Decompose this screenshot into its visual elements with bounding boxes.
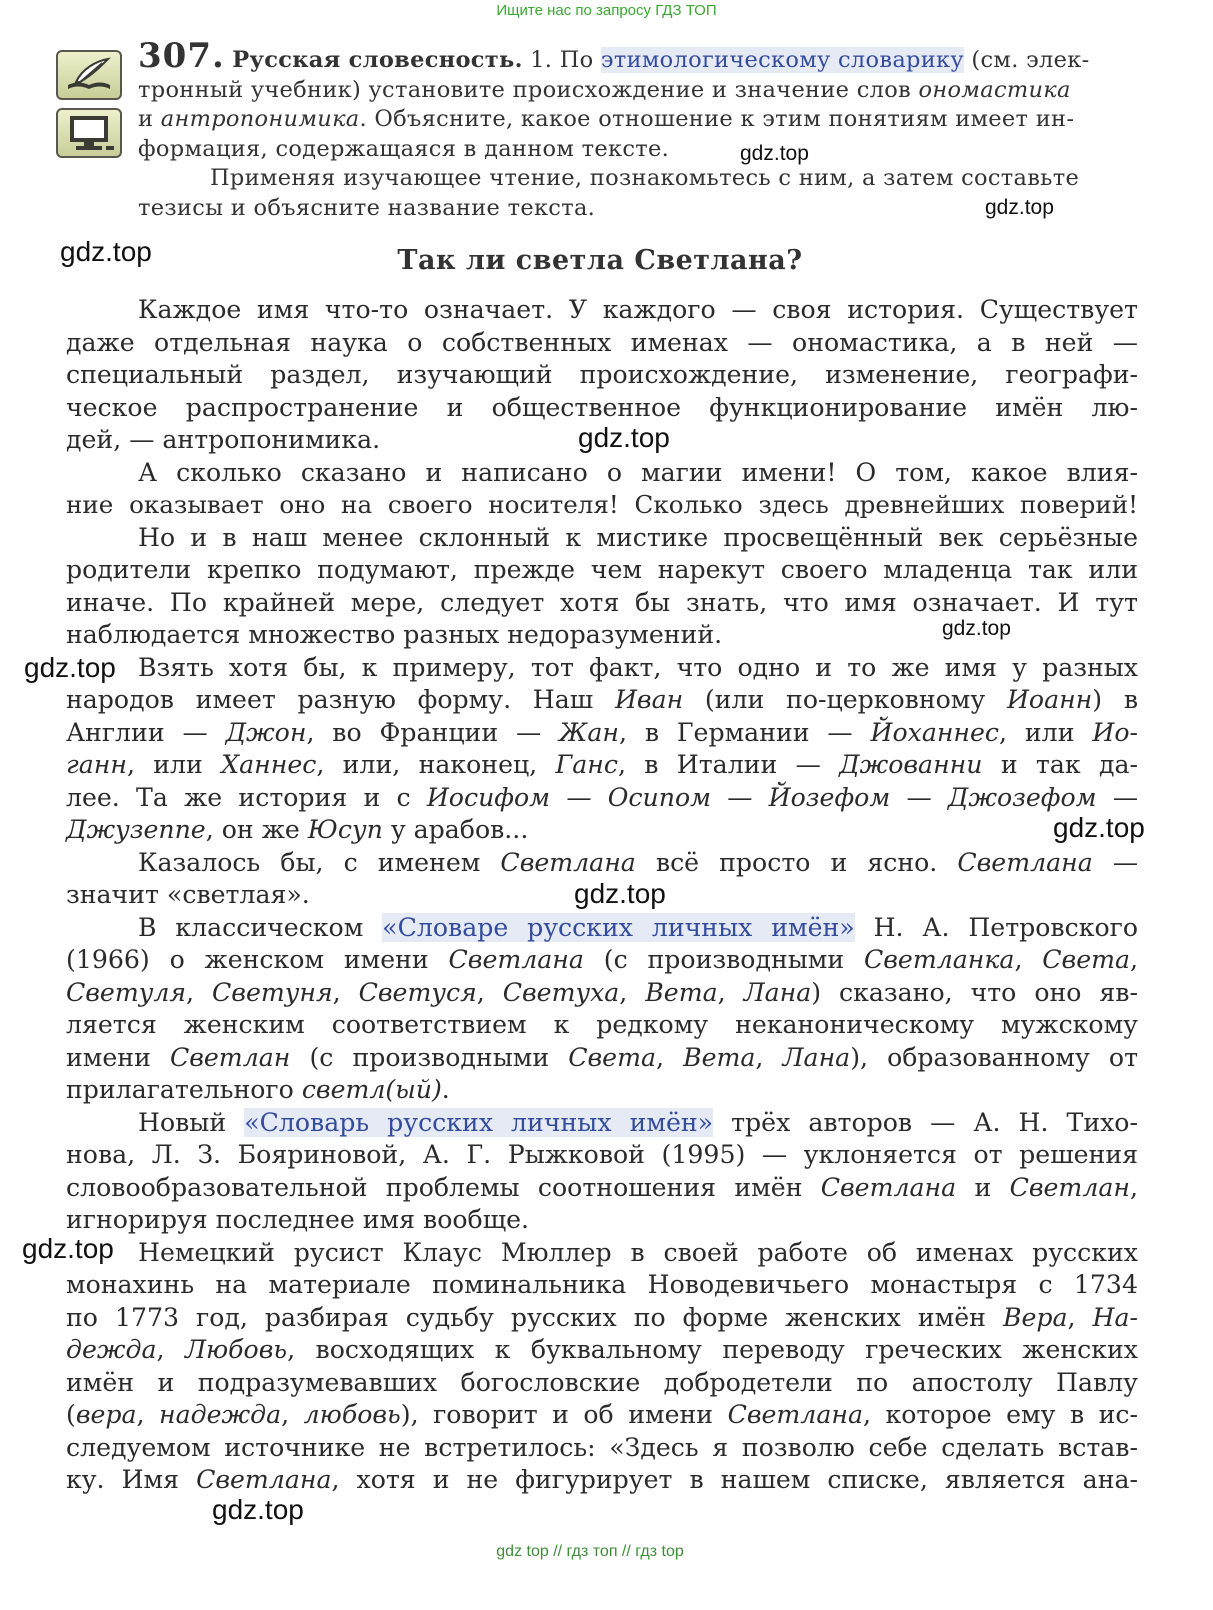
new-dictionary-link[interactable]: «Словарь русских личных имён» [244,1107,714,1137]
watermark: gdz.top [60,236,152,267]
watermark: gdz.top [212,1494,304,1525]
computer-monitor-icon [56,108,122,158]
exercise-heading: Русская словесность. [232,47,523,73]
search-banner[interactable]: Ищите нас по запросу ГДЗ ТОП [496,2,717,19]
quill-book-icon [56,50,122,100]
footer-links[interactable]: gdz top // гдз топ // гдз top [496,1543,684,1560]
watermark: gdz.top [22,1233,114,1264]
watermark: gdz.top [574,878,666,909]
watermark: gdz.top [985,196,1054,219]
etymology-dictionary-link[interactable]: этимологическому словарику [600,47,964,73]
exercise-icons [56,50,124,166]
watermark: gdz.top [578,422,670,453]
watermark: gdz.top [942,617,1011,640]
watermark: gdz.top [1053,812,1145,843]
petrovsky-dictionary-link[interactable]: «Словаре русских личных имён» [382,912,855,942]
text-body: Каждое имя что-то означает. У каждого — своя история. Существует даже отдельная наука о собственных именах — ономастика, а в ней — специальный раздел, изучающий происхождение, изменение, географи- ческое распространение и общественное функционирование имён лю- дей, — антропонимика. А сколько сказано и написано о магии имени! О том, какое влия- ние оказывает оно на своего носителя! Сколько здесь древнейших поверий! Но и в наш менее склонный к мистике просвещённый век серьёзные родители крепко подумают, прежде чем нарекут своего младенца так или иначе. По крайней мере, следует хотя бы знать, что имя означает. И тут наблюдается множество разных недоразумений. Взять хотя бы, к примеру, тот факт, что одно и то же имя у разных народов имеет разную форму. Наш Иван (или по-церковному Иоанн) в Англии — Джон, во Франции — Жан, в Германии — Йоханнес, или Ио- ганн, или Ханнес, или, наконец, Ганс, в Италии — Джованни и так да- лее. Та же история и с Иосифом — Осипом — Йозефом — Джозефом — Джузеппе, он же Юсуп у арабов... Казалось бы, с именем Светлана всё просто и ясно. Светлана — значит «светлая». В классическом «Словаре русских личных имён» Н. А. Петровского (1966) о женском имени Светлана (с производными Светланка, Света, Светуля, Светуня, Светуся, Светуха, Вета, Лана) сказано, что оно яв- ляется женским соответствием к редкому неканоническому мужскому имени Светлан (с производными Света, Вета, Лана), образованному от прилагательного светл(ый). Новый «Словарь русских личных имён» трёх авторов — А. Н. Тихо- нова, Л. З. Бояриновой, А. Г. Рыжковой (1995) — уклоняется от решения словообразовательной проблемы соотношения имён Светлана и Светлан, игнорируя последнее имя вообще. Немецкий русист Клаус Мюллер в своей работе об именах русских монахинь на материале поминальника Новодевичьего монастыря с 1734 по 1773 год, разбирая судьбу русских по форме женских имён Вера, На- дежда, Любовь, восходящих к буквальному переводу греческих женских имён и подразумевавших богословские добродетели по апостолу Павлу (вера, надежда, любовь), говорит и об имени Светлана, которое ему в ис- следуемом источнике не встретилось: «Здесь я позволю себе сделать встав- ку. Имя Светлана, хотя и не фигурирует в нашем списке, является ана- [66,295,1139,1494]
exercise-task: 307. Русская словесность. 1. По этимологическому словарику (см. элек- тронный учебник) установите происхождение и значение слов ономастика и антропонимика. Объясните, какое отношение к этим понятиям имеет ин- формация, содержащаяся в данном тексте. Применяя изучающее чтение, познакомьтесь с ним, а затем составьте тезисы и объясните название текста. [138,36,1090,221]
exercise-number: 307. [138,36,225,76]
watermark: gdz.top [24,652,116,683]
text-title: Так ли светла Светлана? [397,245,803,276]
watermark: gdz.top [740,142,809,165]
